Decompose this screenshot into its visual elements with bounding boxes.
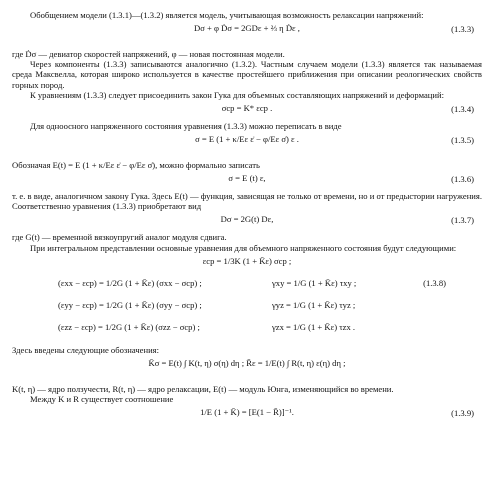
paragraph-8: где G(t) — временной вязкоупругий аналог модуля сдвига.: [12, 232, 227, 243]
paragraph-1: Обобщением модели (1.3.1)—(1.3.2) является модель, учитывающая возможность релаксации напряжений:: [30, 10, 424, 20]
equation-1-3-5: [12, 134, 482, 156]
paragraph-11: K(t, η) — ядро ползучести, R(t, η) — ядро релаксации, E(t) — модуль Юнга, изменяющийся во времени.: [12, 383, 394, 394]
equation-1-3-9: [12, 407, 482, 429]
equation-lhs: (εxx − εcp) = 1/2G (1 + K̄ε) (σxx − σcp) ;: [58, 277, 202, 288]
equation-1-3-3: [12, 23, 482, 45]
equation-row: [12, 320, 482, 340]
paragraph-12: Между K и R существует соотношение: [30, 393, 174, 404]
paragraph-4: К уравнениям (1.3.3) следует присоединить закон Гука для объемных составляющих напряжений и деформаций:: [30, 89, 444, 100]
equation-number: (1.3.5): [451, 134, 474, 145]
equation-1-3-8: [12, 276, 482, 342]
equation-number: (1.3.7): [451, 215, 474, 226]
equation-number: (1.3.4): [451, 103, 474, 114]
equation-body: σ = E (1 + κ/Eε ε̇ − φ/Eε σ̇) ε .: [195, 133, 299, 144]
equation-1-3-6: [12, 173, 482, 187]
equation-body: σcp = K* εcp .: [221, 102, 273, 113]
equation-number: (1.3.6): [451, 174, 474, 185]
equation-rhs: γzx = 1/G (1 + K̄ε) τzx .: [272, 321, 356, 332]
equation-lhs: (εyy − εcp) = 1/2G (1 + K̄ε) (σyy − σcp) ;: [58, 299, 202, 310]
equation-1-3-7: [12, 214, 482, 228]
equation-body: 1/E (1 + K̄) = [E(1 − R̄)]⁻¹.: [200, 407, 294, 418]
equation-body: K̄σ = E(t) ∫ K(t, η) σ(η) dη ; R̄ε = 1/E(t) ∫ R(t, η) ε(η) dη ;: [148, 357, 346, 368]
equation-body: εcp = 1/3K (1 + K̄ε) σcp ;: [202, 255, 292, 266]
paragraph-7: т. е. в виде, аналогичном закону Гука. Здесь E(t) — функция, зависящая не только от времени, но и от предыстории нагружения. Соответственно уравнения (1.3.3) приобретают вид: [12, 191, 482, 212]
paragraph-10: Здесь введены следующие обозначения:: [12, 344, 160, 355]
document-page: [12, 10, 482, 433]
equation-number: (1.3.9): [451, 408, 474, 419]
equation-row: [12, 276, 482, 296]
equation-body: Dσ = 2G(t) Dε,: [220, 214, 274, 225]
equation-row: [12, 298, 482, 318]
equation-body: Dσ + φ Ḋσ = 2GDε + ⅔ η Ḋε ,: [194, 23, 300, 34]
paragraph-3: Через компоненты (1.3.3) записываются аналогично (1.3.2). Частным случаем модели (1.3.3) является так называемая среда Максвелла, которая широко используется в качестве простейшего приближения при описании реологических свойств горных пород.: [12, 59, 482, 90]
equation-1-3-8-top: [12, 256, 482, 272]
equation-1-3-4: [12, 103, 482, 117]
paragraph-6: Обозначая E(t) = E (1 + κ/Eε ε̇ − φ/Eε σ̇), можно формально записать: [12, 159, 260, 170]
equation-number: (1.3.8): [423, 277, 446, 288]
equation-rhs: γyz = 1/G (1 + K̄ε) τyz ;: [272, 299, 356, 310]
paragraph-9: При интегральном представлении основные уравнения для объемного напряженного состояния будут следующими:: [30, 242, 457, 253]
equation-rhs: γxy = 1/G (1 + K̄ε) τxy ;: [272, 277, 357, 288]
equation-body: σ = E (t) ε,: [228, 173, 266, 184]
equation-lhs: (εzz − εcp) = 1/2G (1 + K̄ε) (σzz − σcp) ;: [58, 321, 200, 332]
definitions-equation: [12, 358, 482, 380]
paragraph-2: где Ḋσ — девиатор скоростей напряжений, φ — новая постоянная модели.: [12, 49, 285, 60]
equation-number: (1.3.3): [451, 24, 474, 35]
paragraph-5: Для одноосного напряженного состояния уравнения (1.3.3) можно переписать в виде: [30, 120, 342, 131]
